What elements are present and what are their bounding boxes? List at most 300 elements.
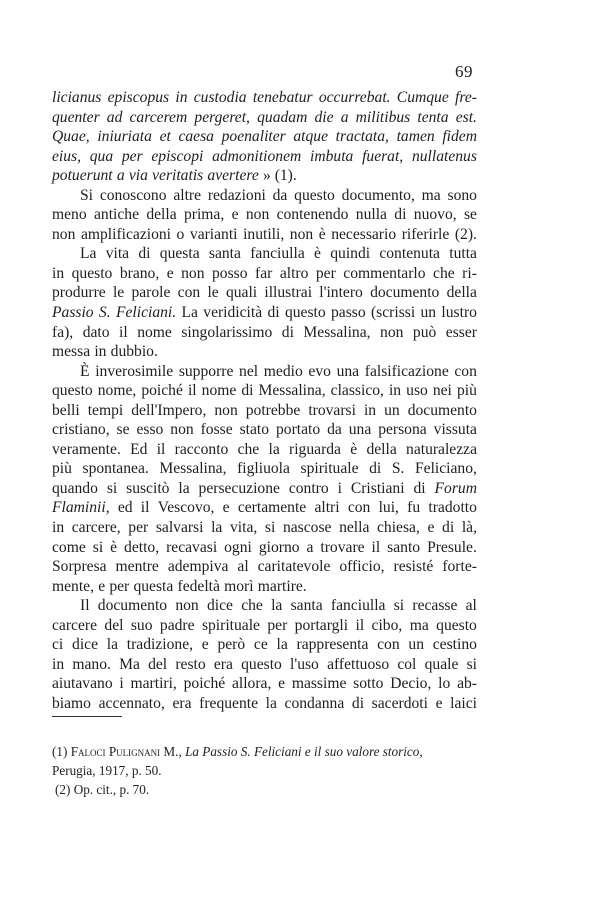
italic-word: episcopi [151,147,204,165]
word: può [412,323,437,341]
word: Sorpresa [52,558,107,576]
word: sacerdoti [371,694,428,712]
italic-word: in [175,89,188,106]
text-line [52,694,477,714]
word: santo [387,538,421,556]
word: questa [133,577,174,595]
italic-word: Cumque [396,89,449,106]
word: questo [71,264,113,282]
word: (2). [454,225,477,243]
word: supporre [178,362,234,380]
italic-word: fre- [455,89,477,106]
italic-word: Flaminii, [52,499,110,517]
word: ma [409,616,429,634]
text-line [52,655,477,675]
word: e [98,577,106,595]
word: della [446,284,477,302]
word: far [255,264,273,282]
word: tradotto [428,499,477,517]
italic-word: Quae, [52,128,90,146]
word: ci [52,636,64,654]
word: a [306,538,314,556]
word: documento [370,284,440,302]
word: la [268,440,280,458]
word: massime [291,675,347,693]
word: falsificazione [364,362,449,380]
word: figliuola [237,460,290,478]
word: da [327,421,342,439]
italic-word: avertere [207,167,259,185]
word: lustro [441,304,477,322]
body-text [52,88,477,714]
italic-word: Feliciani. [115,304,177,322]
word: illustrai [264,284,313,302]
word: padre [159,616,195,634]
word: quando [52,479,98,497]
word: Il [80,597,90,615]
italic-word: episcopus [107,89,170,106]
footnote-2 [55,780,477,799]
page-number: 69 [455,62,473,81]
word: spirituale [300,460,359,478]
word: la [271,597,283,615]
italic-word: occurrebat. [318,89,391,106]
word: mano. [72,655,111,673]
word: e [427,519,435,537]
word: il [119,323,128,341]
italic-word: tenebatur [252,89,313,106]
text-line [52,538,477,558]
word: contro [288,479,329,497]
word: la [106,636,119,654]
italic-word: per [121,147,143,165]
word: era [213,655,233,673]
word: della [146,206,177,224]
word: vita, [229,519,258,537]
word: un [420,304,437,322]
word: posso [212,264,248,282]
text-line [52,225,477,245]
text-line [52,166,477,186]
word: nel [239,362,259,380]
word: tradizione, [126,636,194,654]
word: messa [52,343,91,361]
word: riguarda [289,440,341,458]
text-line [52,479,477,499]
italic-word: pergeret, [194,108,250,126]
text-line [52,459,477,479]
word: La [181,304,198,322]
italic-word: a [340,108,349,126]
word: documento [97,597,168,615]
italic-word: tenta [417,108,449,126]
word: e [166,264,174,282]
word: il [355,616,365,634]
italic-word: quenter [52,108,100,126]
word: e [201,636,209,654]
word: ogni [224,538,252,556]
word: i [337,479,342,497]
italic-word: Passio [52,304,94,322]
word: che [433,264,455,282]
italic-word: Forum [434,479,477,497]
word: si [393,597,405,615]
italic-word: tractata, [335,128,389,146]
word: le [207,284,219,302]
text-line [52,557,477,577]
italic-word: via [128,167,148,185]
word: fanciulla [330,597,386,615]
word: una [348,421,372,439]
word: necessario [331,225,397,243]
word: fosse [200,421,233,439]
word: è [110,538,118,556]
word: si [106,479,118,497]
text-line [52,127,477,147]
italic-word: potuerunt [52,167,113,185]
word: di [351,694,365,712]
italic-word: poenaliter [221,128,286,146]
word: santa [290,597,323,615]
word: portargli [294,616,349,634]
word: ed [117,499,133,517]
word: forte- [442,558,477,576]
italic-word: veritatis [152,167,204,185]
footnote-text: Op. cit., p. 70. [73,782,150,797]
word: carcere, [71,519,121,537]
word: di [241,382,254,400]
word: la [265,694,277,712]
word: si [264,519,276,537]
word: sono [447,186,477,204]
word: come [52,538,86,556]
word: officio, [339,558,385,576]
italic-word: iniuriata [97,128,152,146]
word: frequente [199,694,259,712]
text-line [52,283,477,303]
word: le [112,284,125,302]
word: la [276,636,288,654]
word: tempi [87,401,124,419]
word: cristiano, [52,421,110,439]
text-line [52,440,477,460]
word: un [408,636,424,654]
word: con [454,362,477,380]
word: per [315,264,336,282]
word: in [363,401,377,419]
text-line [80,186,477,206]
word: ri- [462,264,477,282]
text-line [52,674,477,694]
word: di [138,245,151,263]
word: in [52,519,65,537]
word: questo [294,186,335,204]
word: dice [206,597,233,615]
word: fa), [52,323,74,341]
word: La [80,245,97,263]
word: trovarsi [308,401,356,419]
word: altre [173,186,202,204]
word: certamente [237,499,307,517]
italic-word: ad [106,108,123,126]
word: inutili, [243,225,285,243]
footnote-1-continuation [52,761,477,780]
word: cibo, [371,616,403,634]
word: persecuzione [198,479,280,497]
word: non [289,225,314,243]
word: la [211,519,223,537]
text-line [52,108,477,128]
word: lui, [378,499,399,517]
word: passo [331,304,366,322]
italic-word: admonitionem [212,147,302,165]
word: evo [308,362,331,380]
word: medio [263,362,303,380]
italic-word: nullatenus [411,147,477,165]
word: con [347,499,371,517]
text-line [80,244,477,264]
word: questo [284,304,326,322]
word: trovare [320,538,365,556]
word: per [109,577,130,595]
word: nella [339,519,370,537]
text-line [52,577,477,597]
word: il [371,538,381,556]
word: dato [82,323,110,341]
word: veridicità [203,304,263,322]
word: affettuoso [327,655,390,673]
word: poiché [141,382,183,400]
word: suo [130,616,153,634]
word: persona [378,421,427,439]
word: in [388,382,402,400]
footnote-separator [52,716,122,717]
word: lo [438,675,451,693]
word: è [318,225,326,243]
word: da [272,186,288,204]
word: col [397,655,417,673]
word: vissuta [433,421,477,439]
word: S. [391,460,405,478]
word: racconto [174,440,229,458]
word: conoscono [99,186,167,204]
word: e [231,206,239,224]
text-line [52,147,477,167]
word: chiesa, [377,519,420,537]
italic-word: tamen [396,128,435,146]
word: Presule. [427,538,477,556]
word: non [181,264,205,282]
word: non [245,206,270,224]
word: Messalina, [258,382,326,400]
word: al [465,597,477,615]
word: questa [159,245,200,263]
word: era [172,694,192,712]
footnote-marker: (2) [55,782,71,797]
word: (scrissi [370,304,416,322]
text-line [52,205,477,225]
word: santa [208,245,241,263]
italic-word: qua [89,147,114,165]
word: della [366,440,397,458]
word: accennato, [98,694,165,712]
word: spontanea. [82,460,149,478]
word: contenendo [276,206,349,224]
word: portato [275,421,321,439]
word: e [222,499,230,517]
word: Ma [119,655,140,673]
word: martiri, [130,675,177,693]
word: vita [105,245,130,263]
word: amplificazioni [80,225,171,243]
word: il [156,440,166,458]
text-line [52,342,477,362]
word: il [187,382,197,400]
word: dice [72,636,98,654]
italic-word: die [314,108,334,126]
word: adempiva [167,558,229,576]
word: là, [461,519,477,537]
text-line [52,616,477,636]
word: non [175,597,199,615]
word: Messalina, [303,323,371,341]
italic-word: eius, [52,147,82,165]
word: poiché [183,675,226,693]
word: singolarissimo [181,323,273,341]
word: Si [80,186,94,204]
text-line [52,401,477,421]
word: più [52,460,72,478]
word: in [52,264,65,282]
italic-word: S. [98,304,111,322]
word: non [170,421,194,439]
word: esso [136,421,164,439]
word: i [119,675,124,693]
word: documento, [341,186,415,204]
word: biamo [52,694,91,712]
word: di [442,519,455,537]
italic-word: a [116,167,125,185]
footnote-marker: (1) [52,744,68,759]
word: questo [436,616,477,634]
word: mente, [52,577,94,595]
word: un [384,401,400,419]
text-line [80,362,477,382]
word: in [94,343,107,361]
word: carcere [52,616,97,634]
word: l'uso [290,655,319,673]
text-line [52,303,477,323]
word: con [177,284,201,302]
word: meno [52,206,87,224]
word: l'intero [319,284,363,302]
word: commentarlo [343,264,426,282]
italic-word: imbuta [310,147,354,165]
word: naturalezza [406,440,477,458]
word: ma [421,186,441,204]
word: contenuta [379,245,440,263]
word: nome [137,323,172,341]
word: nei [432,382,452,400]
word: quindi [330,245,371,263]
italic-word: est. [455,108,477,126]
word: brano, [119,264,160,282]
word: con [377,636,400,654]
italic-word: militibus [355,108,411,126]
italic-word: carcerem [129,108,188,126]
word: questo [52,382,93,400]
word: È [80,362,90,380]
footnote-1 [52,742,477,761]
italic-word: fidem [442,128,477,146]
word: fanciulla [250,245,305,263]
word: nome, [97,382,137,400]
word: detto, [124,538,160,556]
word: altro [279,264,309,282]
text-line [52,635,477,655]
italic-word: licianus [52,89,102,106]
italic-word: quadam [257,108,308,126]
word: belli [52,401,80,419]
word: fedeltà [177,577,220,595]
word: si [92,538,104,556]
word: del [104,616,124,634]
italic-word: caesa [178,128,214,146]
word: il [140,499,150,517]
word: resto [175,655,206,673]
word: martire. [257,577,307,595]
word: di [281,323,294,341]
word: per [267,616,288,634]
word: parole [131,284,171,302]
word: che [237,440,260,458]
text-line [52,518,477,538]
word: aiutavano [52,675,113,693]
text-line [52,88,477,108]
word: nascose [282,519,332,537]
word: nuovo, [413,206,457,224]
word: tutta [449,245,477,263]
word: in [52,655,65,673]
word: Feliciano, [414,460,477,478]
footnotes [52,742,477,799]
italic-word: atque [293,128,329,146]
word: Vescovo, [157,499,215,517]
word: nulla [355,206,387,224]
word: e [278,675,286,693]
text-line [52,381,477,401]
word: veramente. [52,440,121,458]
italic-word: fuerat, [362,147,404,165]
footnote-place: Perugia, 1917, p. 50. [52,763,162,778]
footnote-title: La Passio S. Feliciani e il suo valore storico, [185,744,423,759]
word: dubbio. [110,343,158,361]
word: se [116,421,130,439]
word: o [176,225,185,243]
footnote-author: Faloci Pulignani M., [70,744,182,759]
word: suscitò [126,479,170,497]
word: uso [406,382,428,400]
word: inverosimile [95,362,174,380]
word: Cristiani [350,479,405,497]
word: per [128,519,149,537]
word: resisté [393,558,434,576]
word: prima, [183,206,225,224]
word: fu [407,499,421,517]
word: produrre [52,284,106,302]
word: morì [224,577,254,595]
word: altri [314,499,340,517]
